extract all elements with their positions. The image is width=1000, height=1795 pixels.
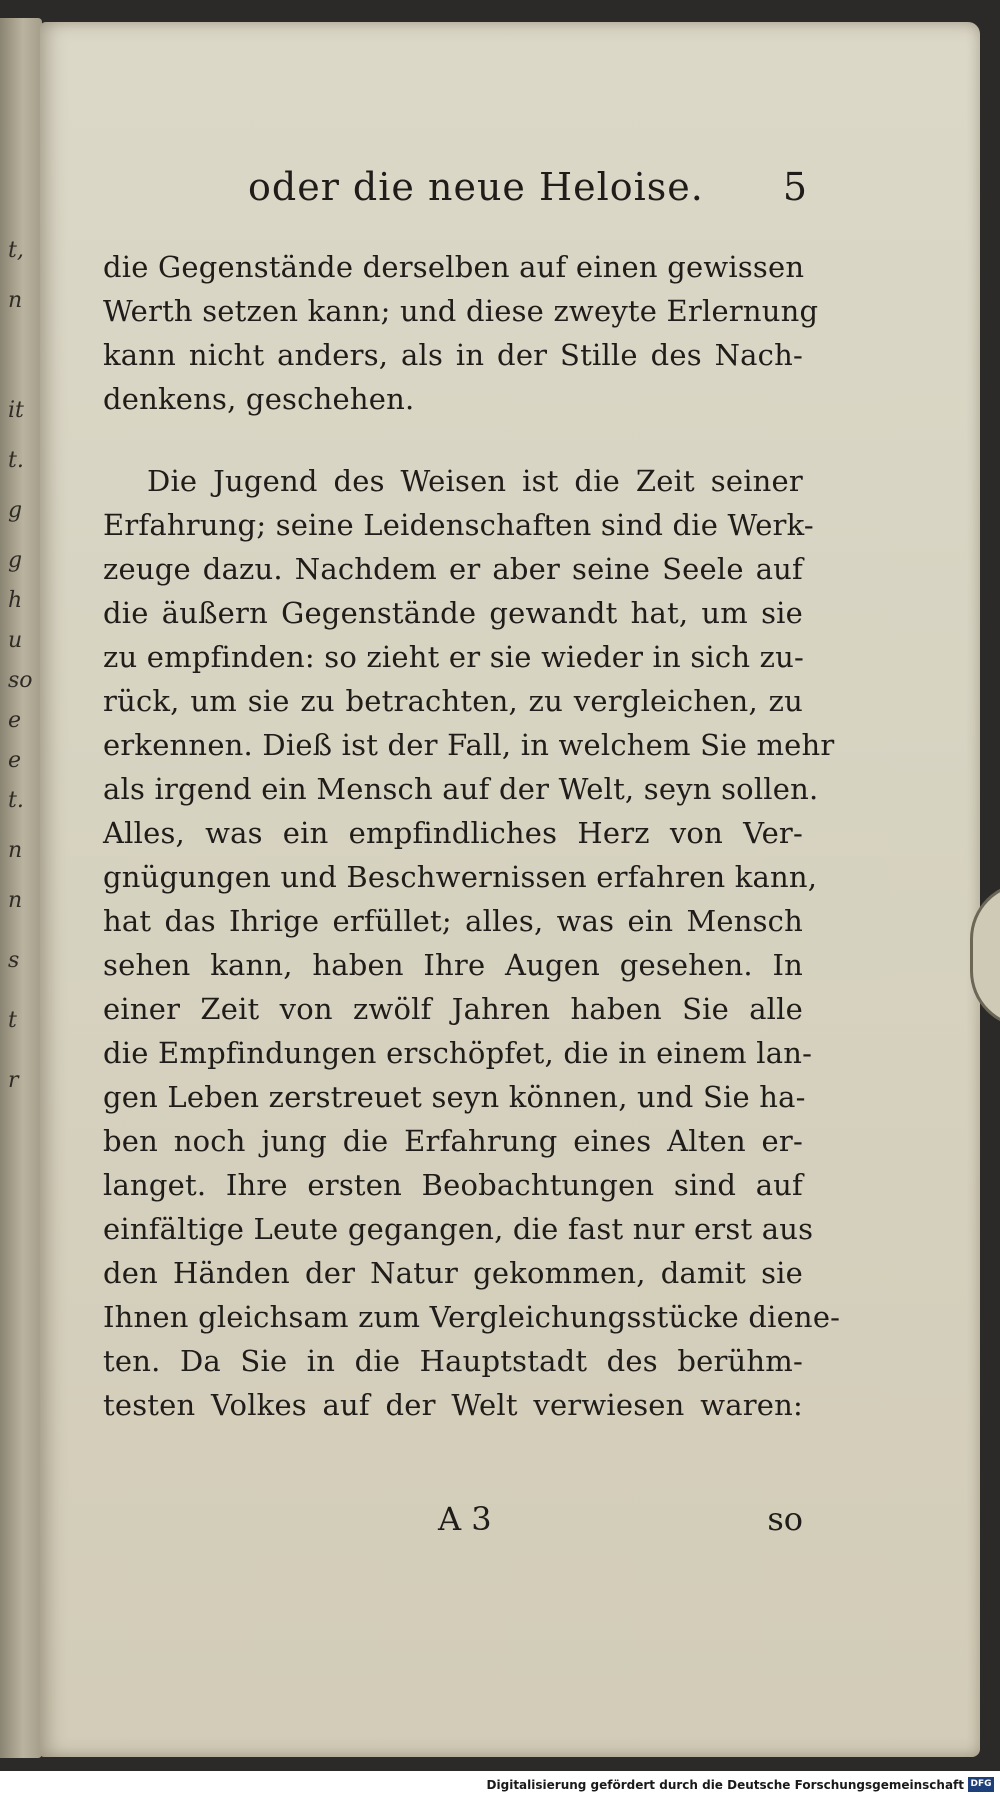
margin-fragment: t <box>8 1008 17 1033</box>
adjacent-page-edge <box>0 18 42 1758</box>
margin-fragment: e <box>8 708 22 733</box>
text-line: ten. Da Sie in die Hauptstadt des berühm- <box>103 1344 803 1378</box>
text-line: die Empfindungen erschöpfet, die in einem lan- <box>103 1036 813 1070</box>
page-footer <box>103 1500 803 1546</box>
margin-fragment: u <box>8 628 23 653</box>
text-line: Erfahrung; seine Leidenschaften sind die Werk- <box>103 508 814 542</box>
text-line: den Händen der Natur gekommen, damit sie <box>103 1256 803 1290</box>
text-line: gen Leben zerstreuet seyn können, und Sie ha- <box>103 1080 806 1114</box>
text-line: Die Jugend des Weisen ist die Zeit seiner <box>147 464 803 498</box>
text-line: erkennen. Dieß ist der Fall, in welchem Sie mehr <box>103 728 835 762</box>
text-line: ben noch jung die Erfahrung eines Alten er- <box>103 1124 803 1158</box>
text-line: Ihnen gleichsam zum Vergleichungsstücke diene- <box>103 1300 841 1334</box>
text-line: die Gegenstände derselben auf einen gewissen <box>103 250 805 284</box>
margin-fragment: h <box>8 588 23 613</box>
text-line: einer Zeit von zwölf Jahren haben Sie alle <box>103 992 803 1026</box>
dfg-logo: DFG <box>968 1777 994 1792</box>
page-clip <box>970 882 1000 1028</box>
margin-fragment: e <box>8 748 22 773</box>
text-line: rück, um sie zu betrachten, zu vergleichen, zu <box>103 684 803 718</box>
margin-fragment: r <box>8 1068 19 1093</box>
margin-fragment: g <box>8 498 23 523</box>
margin-fragment: n <box>8 288 23 313</box>
running-head-title: oder die neue Heloise. <box>248 165 704 209</box>
text-line: sehen kann, haben Ihre Augen gesehen. In <box>103 948 803 982</box>
margin-fragment: n <box>8 888 23 913</box>
text-line: Alles, was ein empfindliches Herz von Ver- <box>103 816 803 850</box>
margin-fragment: g <box>8 548 23 573</box>
margin-fragment: so <box>8 668 33 693</box>
text-line: zeuge dazu. Nachdem er aber seine Seele auf <box>103 552 803 586</box>
margin-fragment: t, <box>8 238 24 263</box>
catchword: so <box>767 1500 803 1538</box>
text-line: einfältige Leute gegangen, die fast nur erst aus <box>103 1212 814 1246</box>
text-line: kann nicht anders, als in der Stille des Nach- <box>103 338 803 372</box>
text-line: langet. Ihre ersten Beobachtungen sind auf <box>103 1168 803 1202</box>
text-line: zu empfinden: so zieht er sie wieder in sich zu- <box>103 640 804 674</box>
text-line: Werth setzen kann; und diese zweyte Erlernung <box>103 294 819 328</box>
margin-fragment: it <box>8 398 24 423</box>
margin-fragment: s <box>8 948 20 973</box>
signature-mark: A 3 <box>438 1500 492 1538</box>
margin-fragment: n <box>8 838 23 863</box>
page-number: 5 <box>782 165 808 209</box>
text-line: testen Volkes auf der Welt verwiesen waren: <box>103 1388 803 1422</box>
credit-text: Digitalisierung gefördert durch die Deutsche Forschungsgemeinschaft <box>486 1778 964 1792</box>
text-line: hat das Ihrige erfüllet; alles, was ein Mensch <box>103 904 803 938</box>
text-line: als irgend ein Mensch auf der Welt, seyn sollen. <box>103 772 819 806</box>
margin-fragment: t. <box>8 448 24 473</box>
margin-fragment: t. <box>8 788 24 813</box>
text-line: denkens, geschehen. <box>103 382 415 416</box>
text-line: die äußern Gegenstände gewandt hat, um sie <box>103 596 803 630</box>
running-head <box>248 165 808 215</box>
text-line: gnügungen und Beschwernissen erfahren kann, <box>103 860 818 894</box>
credit-bar <box>0 1771 1000 1795</box>
